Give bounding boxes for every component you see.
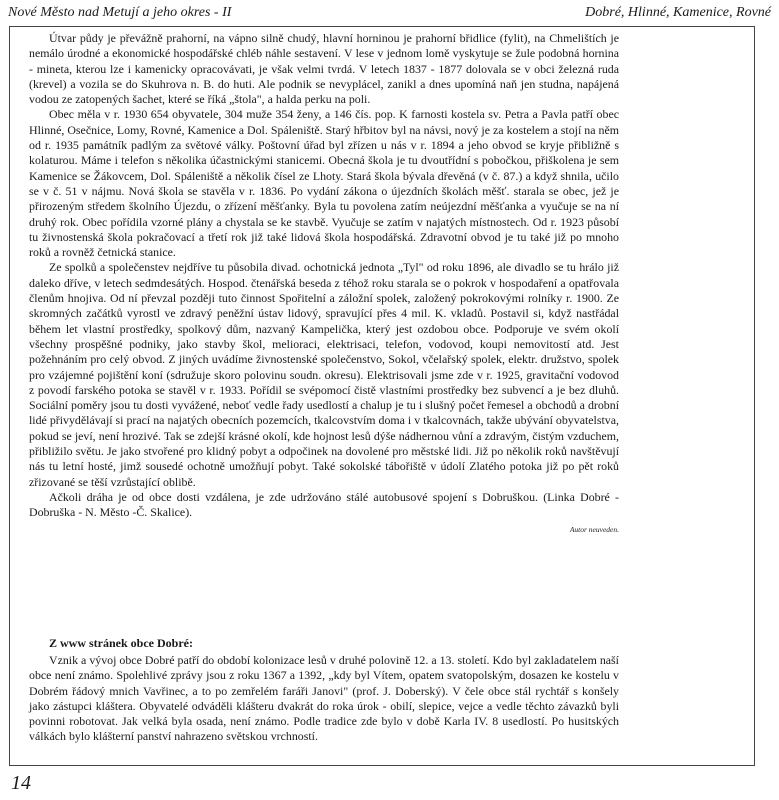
page-number: 14 [11, 772, 31, 794]
paragraph: Ze spolků a společenstev nejdříve tu působila divad. ochotnická jednota „Tyl" od roku 1896, ale divadlo se tu hrálo již daleko dříve, v letech sedmdesátých. Hospod. čtenářská beseda z téhož roku starala se o pokrok v hospodaření a opatřovala členům hnojiva. Od ní převzal později tuto činnost Spořitelní a záložní spolek, založený pokrokovými rolníky r. 1900. Ze skromných začátků vyrostl ve zdravý peněžní ústav lidový, spravující přes 4 mil. K. vkladů. Postavil si, když nastřádal během let vlastní prostředky, spolkový dům, nazvaný Kampelička, který jest ozdobou obce. Podporuje ve svém okolí všechny prospěšné podniky, jako stavby škol, melioraci, elektrisaci, telefon, vodovod, koupi nemovitostí atd. Jest požehnáním pro celý obvod. Z jiných uvádíme živnostenské společenstvo, Sokol, včelařský spolek, elektr. družstvo, spolek pro vzájemné pojištění koní (sdružuje skoro polovinu soudn. okresu). Elektrisovali jsme zde v r. 1925, gravitační vodovod z povodí farského potoka se stavěl v r. 1933. Pořídil se svépomocí čistě vlastními prostředky bez subvencí a je bez dluhů. Sociální poměry jsou tu dosti vyvážené, neboť vedle řady usedlostí a chalup je tu i slušný počet řemesel a obchodů a drobní lidé přivydělávají si prací na najatých obecních pozemcích, tkalcovstvím doma i v tkalcovnách, takže ubývání obyvatelstva, pokud se jeví, není hrozivé. Tak se zdejší krásné okolí, kde hojnost lesů dýše nádhernou vůní a zdravým, čistým vzduchem, přibližilo světu. Je jako stvořené pro klidný pobyt a odpočinek na dovolené pro městské lidi. Již po několik roků navštěvují nás tu letní hosté, jimž sousedé ochotně umožňují pobyt. Také sokolské tábořiště v údolí Zlatého potoka již po pět roků zřizované se těší vzrůstající oblibě. [29, 260, 619, 489]
main-text [29, 31, 619, 536]
header-right-title: Dobré, Hlinné, Kamenice, Rovné [585, 5, 771, 20]
paragraph: Obec měla v r. 1930 654 obyvatele, 304 muže 354 ženy, a 146 čís. pop. K farnosti kostela sv. Petra a Pavla patří obec Hlinné, Osečnice, Lomy, Rovné, Kamenice a Dol. Spáleniště. Starý hřbitov byl na návsi, nový je za kostelem a stojí na něm od r. 1935 památník padlým za světové války. Poštovní úřad byl zřízen u nás v r. 1894 a jeho obvod se kryje přibližně s kolaturou. Máme i telefon s několika účastnickými stanicemi. Obecná škola je tu dvoutřídní s pobočkou, přiškolena je sem Kamenice se Žákovcem, Dol. Spáleniště a několik čísel ze Lhoty. Stará škola bývala dřevěná (v č. 87.) a když shnila, učilo se v č. 51 v nájmu. Nová škola se stavěla v r. 1836. Po vydání zákona o újezdních školách měšť. starala se obec, jež je přirozeným středem školního Újezdu, o zřízení měšťanky. Byla tu povolena zatím neújezdní měšťanka a vyučuje se na ní druhý rok. Obec pořídila vzorné plány a chystala se ke stavbě. Vyučuje se zatím v najatých místnostech. Od r. 1923 působí tu živnostenská škola pokračovací a třetí rok již také lidová škola hospodářská. Zdravotní obvod je tu také již po mnoho roků a rovněž četnická stanice. [29, 107, 619, 260]
section-text [29, 653, 619, 745]
paragraph: Ačkoli dráha je od obce dosti vzdálena, je zde udržováno stálé autobusové spojení s Dobruškou. (Linka Dobré - Dobruška - N. Město -Č. Skalice). [29, 489, 619, 520]
section-title: Z www stránek obce Dobré: [49, 636, 193, 650]
running-header [8, 2, 771, 24]
author-note: Autor neuveden. [569, 524, 619, 534]
paragraph: Útvar půdy je převážně prahorní, na vápno silně chudý, hlavní horninou je prahorní břidlice (fylit), na Chmelištích je nemálo úrodné a ekonomické hospodářské chléb náhle sestavení. V lese v jednom lomě vyskytuje se žule podobná hornina - mineta, kterou lze i kamenicky opracovávati, je však velmi tvrdá. V letech 1837 - 1877 dolovala se v obci železná ruda (krevel) a vozila se do Skuhrova n. B. do huti. Ale podnik se nevyplácel, zanikl a dnes upomíná naň jen studna, napájená vodou ze zatopených šachet, které se říká „štola", a halda perku na poli. [29, 31, 619, 107]
paragraph: Vznik a vývoj obce Dobré patří do období kolonizace lesů v druhé polovině 12. a 13. století. Kdo byl zakladatelem naší obce není známo. Spolehlivé zprávy jsou z roku 1367 a 1392, „kdy byl Vítem, opatem svatopolským, dosazen ke kostelu v Dobrém řádový mnich Vavřinec, a to po zemřelém faráři Janovi" (prof. J. Doberský). V čele obce stál rychtář s konšely jako zástupci kláštera. Obyvatelé odváděli klášteru dvakrát do roka úrok - obilí, slepice, vejce a vedle těchto závazků byli povinni robotovat. Jak velká byla osada, není známo. Podle tradice zde bylo v době Karla IV. 8 usedlostí. Po husitských válkách bylo klášterní panství nahrazeno světskou vrchností. [29, 653, 619, 744]
header-left-title: Nové Město nad Metují a jeho okres - II [8, 5, 232, 20]
